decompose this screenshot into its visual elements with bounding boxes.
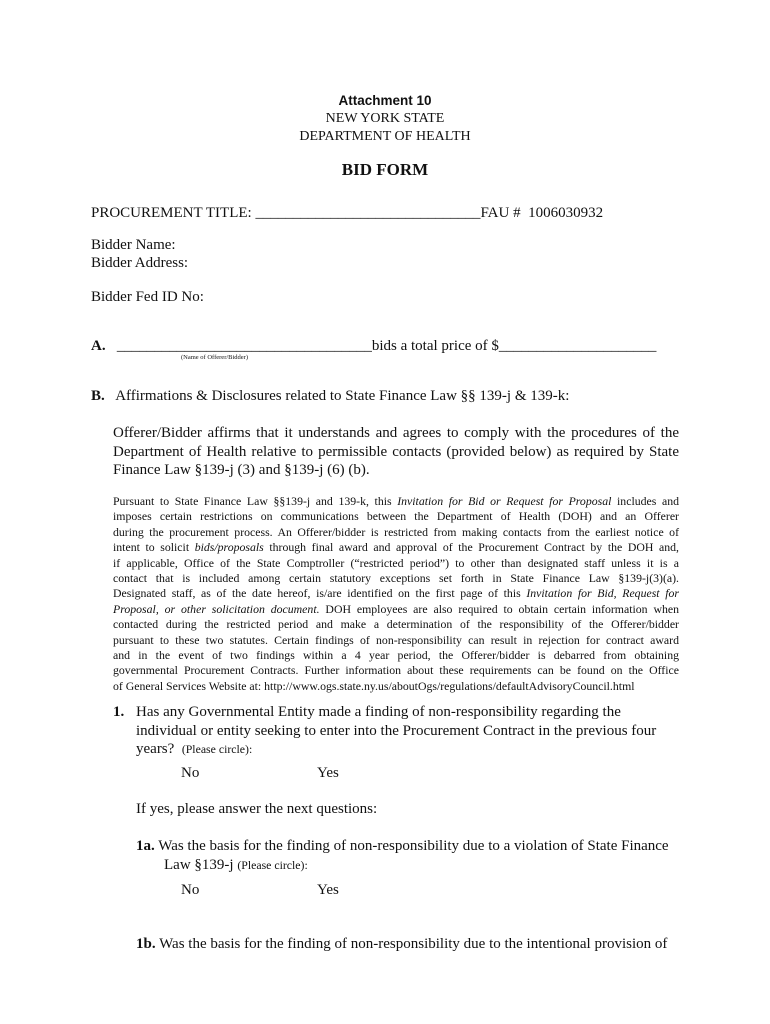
fine-print-line: and in the event of two findings within a 4 year period, the Offerer/bidder is debarred from obtaining bbox=[113, 648, 679, 663]
q1a-line: Law §139-j bbox=[164, 856, 234, 873]
fine-print-line: contact that is included among certain statutory exceptions set forth in State Finance Law §139-j(3)(a). bbox=[113, 571, 679, 586]
price-blank[interactable]: _____________________ bbox=[498, 338, 657, 354]
q1-line bbox=[136, 740, 656, 759]
q1a-no-option[interactable]: No bbox=[181, 882, 200, 898]
q1-number: 1. bbox=[113, 704, 125, 720]
procurement-title-blank[interactable]: ______________________________ bbox=[255, 205, 481, 221]
fine-print-line: pursuant to these two statutes. Certain findings of non-responsibility can result in rejection for contract award bbox=[113, 632, 679, 647]
fine-print-line: imposes certain restrictions on communications between the Department of Health (DOH) and an Offerer bbox=[113, 509, 679, 524]
fine-print-text: includes and bbox=[611, 494, 679, 508]
q1-line: Has any Governmental Entity made a finding of non-responsibility regarding the bbox=[136, 704, 621, 720]
fine-print-line: of General Services Website at: http://www.ogs.state.ny.us/aboutOgs/regulations/defaultAdvisoryCouncil.html bbox=[113, 678, 635, 693]
q1a-text bbox=[136, 837, 669, 874]
q1a-number: 1a. bbox=[136, 838, 155, 854]
q1-yes-option[interactable]: Yes bbox=[317, 765, 339, 781]
state-name: NEW YORK STATE bbox=[325, 111, 445, 126]
fine-print-line bbox=[113, 586, 679, 601]
fine-print-text: Designated staff, as of the date hereof, is/are identified on the first page of this bbox=[113, 586, 527, 601]
fine-print-paragraph bbox=[113, 494, 679, 694]
section-b-marker: B. bbox=[91, 388, 105, 404]
fine-print-italic: Proposal, or other solicitation document. bbox=[113, 601, 320, 616]
affirmation-line: Offerer/Bidder affirms that it understands and agrees to comply with the procedures of the bbox=[113, 425, 679, 441]
q1-line-text: years? bbox=[136, 741, 175, 757]
fine-print-text: intent to solicit bbox=[113, 540, 195, 555]
section-b-heading: Affirmations & Disclosures related to State Finance Law §§ 139-j & 139-k: bbox=[115, 388, 570, 404]
q1-text bbox=[136, 703, 656, 759]
form-title: BID FORM bbox=[341, 160, 429, 179]
fine-print-line: if applicable, Office of the State Comptroller (“restricted period”) to other than designated staff unless it is a bbox=[113, 555, 679, 570]
q1a-line: Was the basis for the finding of non-responsibility due to a violation of State Finance bbox=[158, 838, 669, 854]
fine-print-italic: bids/proposals bbox=[194, 540, 264, 555]
fine-print-italic: Invitation for Bid or Request for Proposal bbox=[397, 494, 612, 508]
q1-circle-hint: (Please circle): bbox=[181, 742, 253, 756]
fine-print-line bbox=[113, 602, 679, 617]
fine-print-text: DOH employees are also required to obtain certain information when bbox=[319, 601, 679, 616]
q1a-yes-option[interactable]: Yes bbox=[317, 882, 339, 898]
fine-print-line: during the procurement process. An Offerer/bidder is restricted from making contacts from the earliest notice of bbox=[113, 524, 679, 539]
fine-print-line bbox=[113, 540, 679, 555]
attachment-label: Attachment 10 bbox=[338, 93, 432, 108]
section-b-row bbox=[91, 388, 569, 405]
affirmation-line: Finance Law §139-j (3) and §139-j (6) (b). bbox=[113, 462, 370, 478]
section-a-marker: A. bbox=[91, 338, 106, 354]
q1a-circle-hint: (Please circle): bbox=[237, 857, 308, 872]
q1b-number: 1b. bbox=[136, 936, 156, 952]
q1b-text bbox=[136, 935, 667, 954]
bidder-address-label: Bidder Address: bbox=[91, 255, 189, 271]
q1-line: individual or entity seeking to enter into the Procurement Contract in the previous four bbox=[136, 722, 657, 739]
department-name: DEPARTMENT OF HEALTH bbox=[299, 129, 471, 144]
procurement-title-row bbox=[91, 205, 603, 222]
fine-print-italic: Invitation for Bid, Request for bbox=[526, 586, 680, 601]
fine-print-line bbox=[113, 494, 679, 509]
price-text: bids a total price of $ bbox=[371, 338, 499, 354]
offerer-name-blank[interactable]: __________________________________ bbox=[116, 338, 372, 354]
bidder-fed-id-label: Bidder Fed ID No: bbox=[91, 289, 204, 305]
fine-print-text: Pursuant to State Finance Law §§139-j and 139-k, this bbox=[113, 494, 398, 508]
fine-print-text: through final award and approval of the Procurement Contract by the DOH and, bbox=[263, 540, 679, 555]
section-a-row bbox=[91, 338, 656, 355]
fau-value: 1006030932 bbox=[528, 205, 604, 221]
offerer-name-caption: (Name of Offerer/Bidder) bbox=[181, 354, 249, 361]
fau-label: FAU # bbox=[480, 205, 521, 221]
q1-no-option[interactable]: No bbox=[181, 765, 200, 781]
fine-print-line: governmental Procurement Contracts. Further information about these requirements can be found on the Office bbox=[113, 663, 679, 678]
if-yes-instruction: If yes, please answer the next questions: bbox=[136, 801, 378, 817]
affirmation-line: Department of Health relative to permissible contacts (provided below) as required by State bbox=[113, 443, 679, 460]
bidder-name-label: Bidder Name: bbox=[91, 237, 176, 253]
affirmation-paragraph bbox=[113, 424, 679, 480]
q1b-line: Was the basis for the finding of non-responsibility due to the intentional provision of bbox=[159, 936, 668, 952]
procurement-title-label: PROCUREMENT TITLE: bbox=[91, 205, 252, 221]
fine-print-line: contacted during the restricted period and make a determination of the responsibility of the Offerer/bidder bbox=[113, 617, 679, 632]
